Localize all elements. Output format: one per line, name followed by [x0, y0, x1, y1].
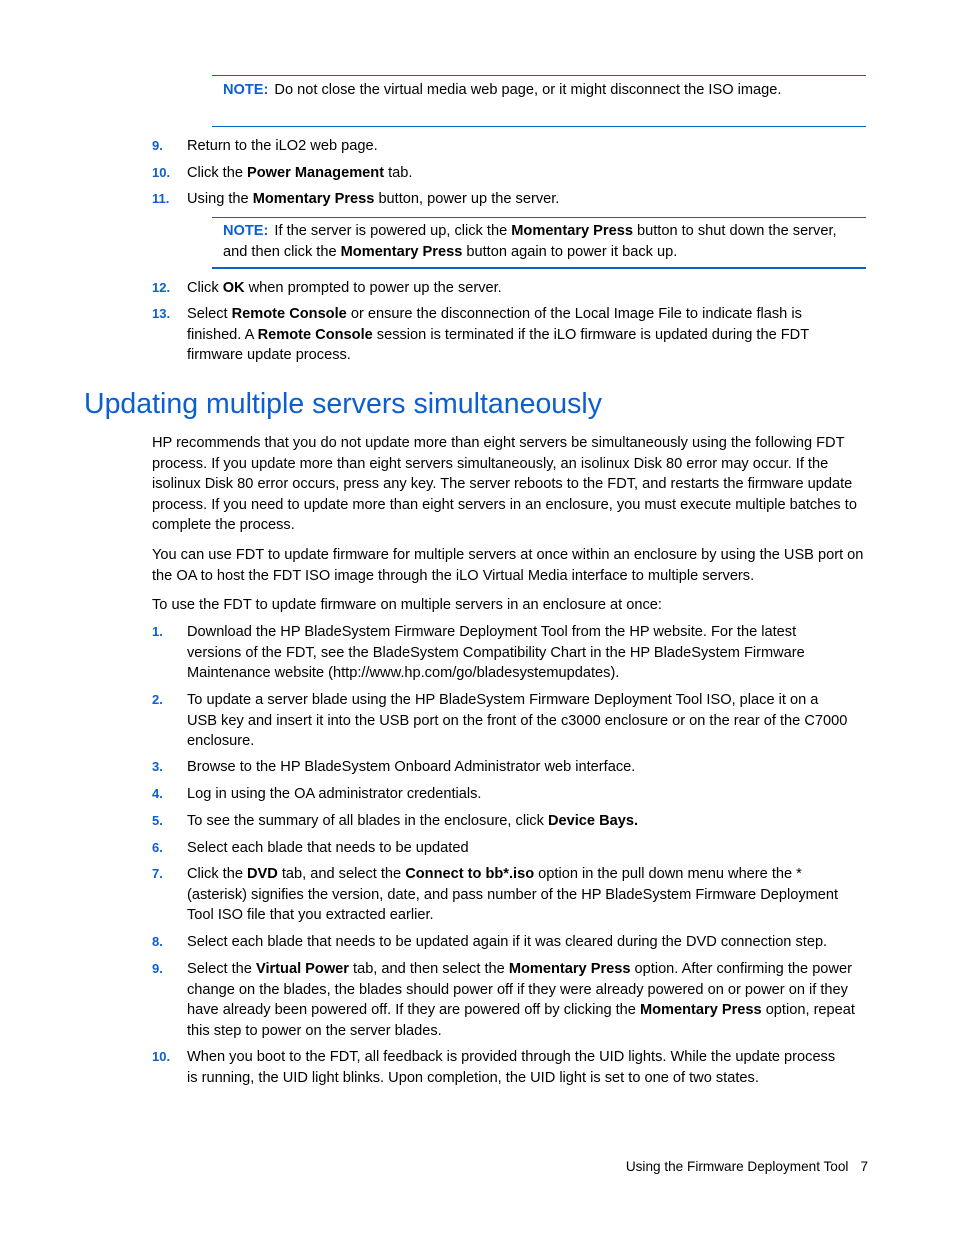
- step-item: [152, 278, 868, 299]
- step-text: Download the HP BladeSystem Firmware Deployment Tool from the HP website. For the latest versions of the FDT, see the BladeSystem Compatibility Chart in the HP BladeSystem Firmware Maintenance website (http://www.hp.com/go/bladesystemupdates).: [187, 624, 805, 682]
- note-box-middle: [212, 217, 866, 269]
- step-text: Click the Power Management tab.: [187, 165, 413, 181]
- body-paragraph: You can use FDT to update firmware for multiple servers at once within an enclosure by using the USB port on the OA to host the FDT ISO image through the iLO Virtual Media interface to multiple servers.: [152, 547, 864, 584]
- note-text: If the server is powered up, click the Momentary Press button to shut down the server, and then click the Momentary Press button again to power it back up.: [223, 223, 837, 260]
- step-item: [152, 932, 872, 953]
- step-text: When you boot to the FDT, all feedback is provided through the UID lights. While the update process is running, the UID light blinks. Upon completion, the UID light is set to one of two states.: [187, 1049, 836, 1086]
- step-number: 13.: [152, 306, 171, 321]
- note-text: Do not close the virtual media web page, or it might disconnect the ISO image.: [274, 82, 782, 98]
- section-heading: Updating multiple servers simultaneously: [84, 388, 602, 420]
- footer-title: Using the Firmware Deployment Tool: [625, 1159, 849, 1174]
- note-box-top: [212, 75, 866, 127]
- step-text: Select each blade that needs to be updated again if it was cleared during the DVD connection step.: [187, 934, 828, 950]
- step-number: 10.: [152, 1049, 171, 1064]
- step-number: 9.: [152, 138, 163, 153]
- step-text: Using the Momentary Press button, power up the server.: [187, 191, 560, 207]
- step-number: 10.: [152, 165, 171, 180]
- step-number: 11.: [152, 191, 170, 206]
- step-text: Select each blade that needs to be updated: [187, 840, 469, 856]
- step-text: Browse to the HP BladeSystem Onboard Administrator web interface.: [187, 759, 636, 775]
- step-text: To see the summary of all blades in the enclosure, click Device Bays.: [187, 813, 639, 829]
- step-number: 7.: [152, 866, 163, 881]
- step-number: 12.: [152, 280, 171, 295]
- step-item: [152, 1047, 842, 1088]
- step-item: [152, 838, 868, 859]
- page-footer: [626, 1157, 868, 1178]
- step-number: 6.: [152, 840, 163, 855]
- step-item: [152, 163, 868, 184]
- note-label: NOTE:: [223, 82, 269, 98]
- page-number: 7: [860, 1159, 868, 1174]
- step-item: [152, 784, 868, 805]
- body-paragraph: HP recommends that you do not update more than eight servers be simultaneously using the following FDT process. If you update more than eight servers simultaneously, an isolinux Disk 80 error may occur. If the isolinux Disk 80 error occurs, press any key. The server reboots to the FDT, and restarts the firmware update process. If you need to update more than eight servers in an enclosure, you must execute multiple batches to complete the process.: [152, 435, 857, 534]
- step-text: Select Remote Console or ensure the disconnection of the Local Image File to indicate flash is finished. A Remote Console session is terminated if the iLO firmware is updated during the FDT firmware update process.: [187, 306, 809, 364]
- step-text: To update a server blade using the HP BladeSystem Firmware Deployment Tool ISO, place it on a USB key and insert it into the USB port on the front of the c3000 enclosure or on the rear of the C7000 enclosure.: [187, 692, 848, 750]
- step-text: Log in using the OA administrator credentials.: [187, 786, 482, 802]
- step-number: 2.: [152, 692, 163, 707]
- step-number: 4.: [152, 786, 163, 801]
- step-text: Select the Virtual Power tab, and then select the Momentary Press option. After confirming the power change on the blades, the blades should power off if they were already powered on or power on if they have already been powered off. If they are powered off by clicking the Momentary Press option, repeat this step to power on the server blades.: [187, 961, 855, 1039]
- step-item: [152, 189, 868, 210]
- step-item: [152, 622, 834, 684]
- step-item: [152, 304, 832, 366]
- step-number: 8.: [152, 934, 163, 949]
- note-label: NOTE:: [223, 223, 269, 239]
- step-item: [152, 864, 864, 926]
- step-number: 1.: [152, 624, 163, 639]
- step-number: 9.: [152, 961, 163, 976]
- step-number: 5.: [152, 813, 163, 828]
- step-item: [152, 959, 868, 1041]
- step-item: [152, 690, 852, 752]
- step-text: Click the DVD tab, and select the Connect to bb*.iso option in the pull down menu where the * (asterisk) signifies the version, date, and pass number of the HP BladeSystem Firmware Deployment Tool ISO file that you extracted earlier.: [187, 866, 839, 924]
- step-item: [152, 757, 868, 778]
- step-item: [152, 811, 868, 832]
- step-item: [152, 136, 868, 157]
- step-number: 3.: [152, 759, 163, 774]
- step-text: Click OK when prompted to power up the server.: [187, 280, 502, 296]
- body-paragraph: To use the FDT to update firmware on multiple servers in an enclosure at once:: [152, 597, 662, 613]
- step-text: Return to the iLO2 web page.: [187, 138, 378, 154]
